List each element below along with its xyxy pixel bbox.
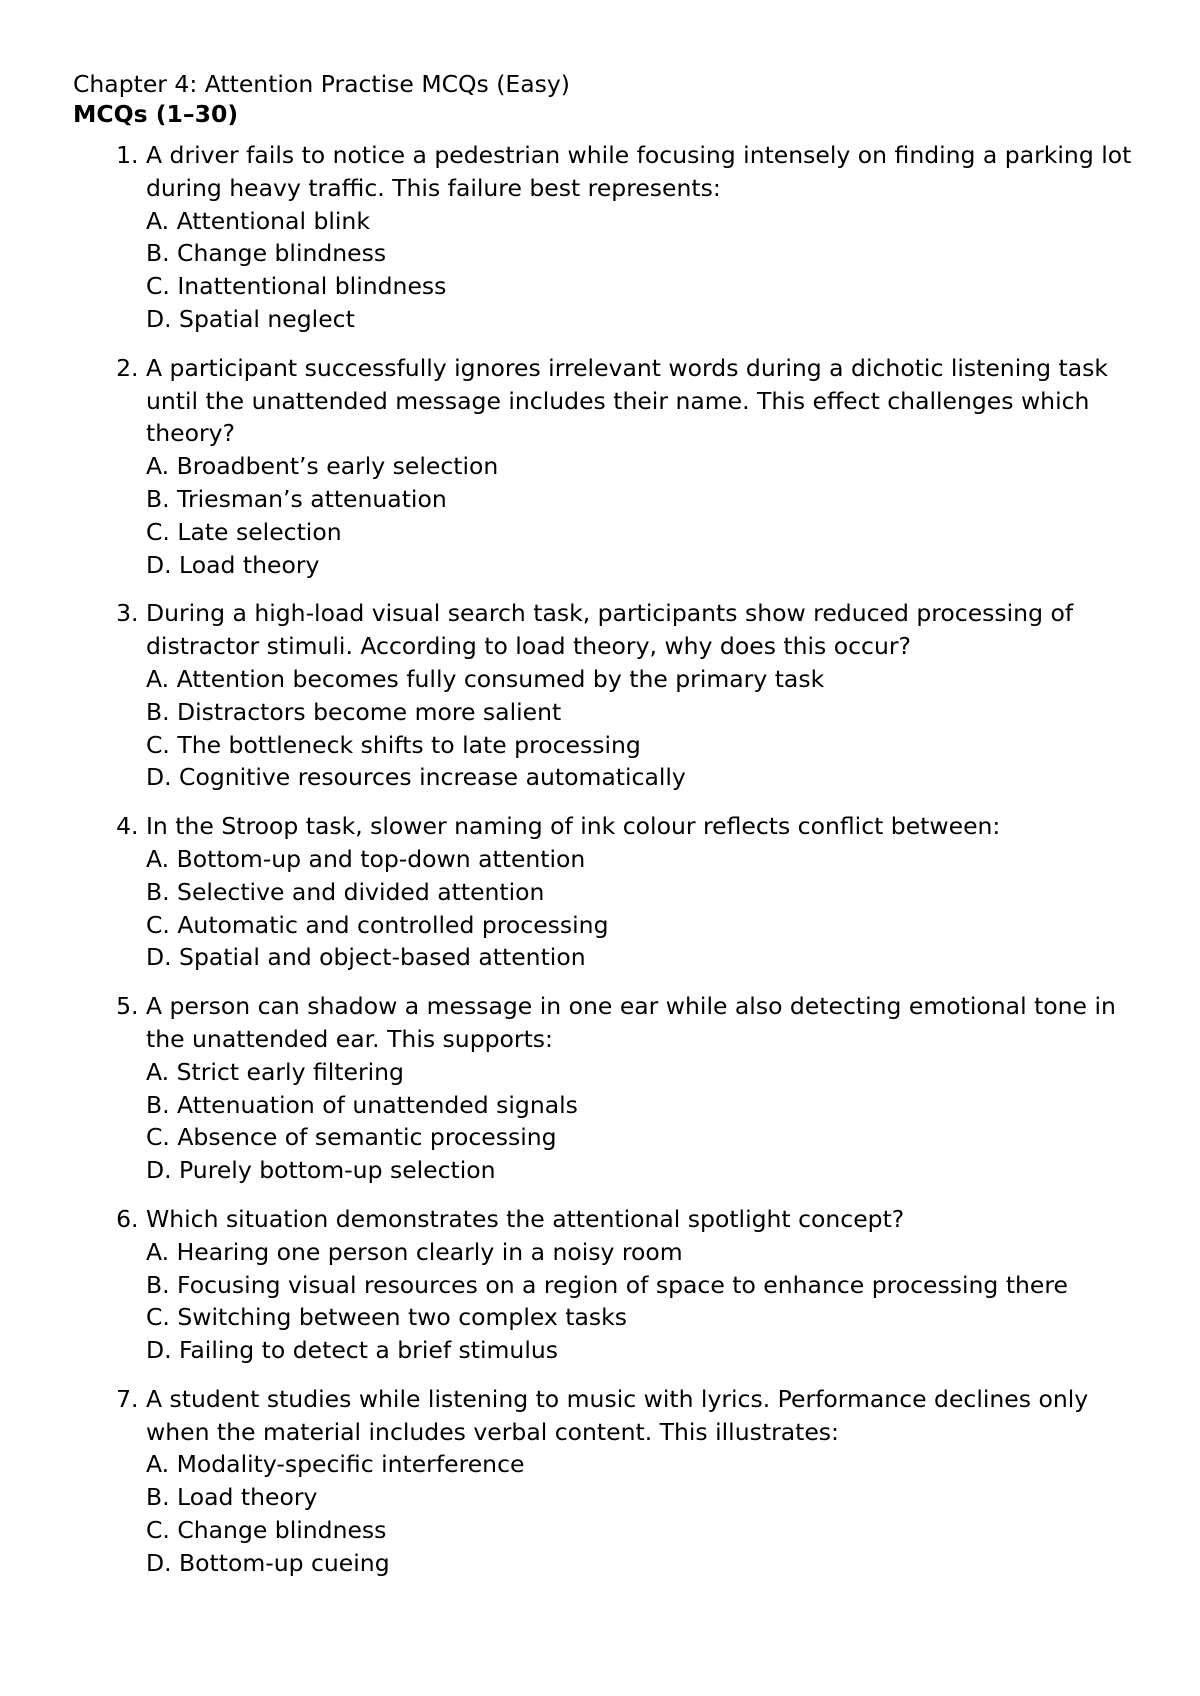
question-stem: During a high-load visual search task, participants show reduced processing of distractor stimuli. According to load theory, why does this occur? <box>146 599 1074 661</box>
question-list <box>73 139 1140 1580</box>
answer-option: D. Load theory <box>146 550 320 579</box>
answer-option: D. Purely bottom-up selection <box>146 1156 496 1185</box>
answer-option: C. Late selection <box>146 517 342 546</box>
answer-option: A. Strict early filtering <box>146 1057 404 1086</box>
question-item <box>73 352 1140 582</box>
question-item <box>73 597 1140 794</box>
answer-option: C. Automatic and controlled processing <box>146 910 609 939</box>
answer-option: A. Modality-specific interference <box>146 1450 525 1479</box>
question-item <box>73 1383 1140 1580</box>
answer-option: D. Spatial neglect <box>146 304 355 333</box>
question-body <box>146 597 1136 794</box>
question-number: 2. <box>116 353 139 382</box>
question-body <box>146 352 1136 582</box>
question-stem: A driver fails to notice a pedestrian while focusing intensely on finding a parking lot during heavy traffic. This failure best represents: <box>146 141 1132 202</box>
answer-option: B. Focusing visual resources on a region of space to enhance processing there <box>146 1270 1068 1299</box>
question-number: 6. <box>116 1204 139 1233</box>
question-item <box>73 990 1140 1187</box>
question-body <box>146 139 1136 336</box>
answer-option: B. Change blindness <box>146 239 387 268</box>
answer-option: A. Attentional blink <box>146 206 370 235</box>
question-body <box>146 1383 1136 1580</box>
question-number: 1. <box>116 141 139 169</box>
question-number: 5. <box>116 992 139 1021</box>
answer-option: A. Attention becomes fully consumed by the primary task <box>146 664 825 693</box>
answer-option: C. Inattentional blindness <box>146 272 447 301</box>
answer-option: C. The bottleneck shifts to late processing <box>146 730 641 759</box>
answer-option: A. Hearing one person clearly in a noisy room <box>146 1237 683 1266</box>
question-number: 7. <box>116 1384 139 1413</box>
question-item <box>73 139 1140 336</box>
answer-option: D. Bottom-up cueing <box>146 1548 390 1577</box>
question-body <box>146 810 1136 974</box>
question-stem: In the Stroop task, slower naming of ink colour reflects conflict between: <box>146 812 1001 841</box>
answer-option: D. Failing to detect a brief stimulus <box>146 1336 558 1365</box>
question-stem: Which situation demonstrates the attentional spotlight concept? <box>146 1204 905 1233</box>
answer-option: D. Cognitive resources increase automatically <box>146 763 686 792</box>
answer-option: A. Broadbent’s early selection <box>146 452 499 481</box>
answer-option: B. Attenuation of unattended signals <box>146 1090 578 1119</box>
answer-option: B. Distractors become more salient <box>146 697 562 726</box>
answer-option: B. Triesman’s attenuation <box>146 484 447 513</box>
document-title: Chapter 4: Attention Practise MCQs (Easy) <box>73 70 570 98</box>
question-item <box>73 1203 1140 1367</box>
question-stem: A student studies while listening to music with lyrics. Performance declines only when the material includes verbal content. This illustrates: <box>146 1384 1089 1446</box>
answer-option: A. Bottom-up and top-down attention <box>146 844 586 873</box>
question-body <box>146 990 1136 1187</box>
question-number: 3. <box>116 599 139 628</box>
answer-option: B. Load theory <box>146 1483 318 1512</box>
question-number: 4. <box>116 812 139 841</box>
answer-option: B. Selective and divided attention <box>146 877 545 906</box>
question-stem: A person can shadow a message in one ear while also detecting emotional tone in the unattended ear. This supports: <box>146 992 1116 1053</box>
question-body <box>146 1203 1136 1367</box>
question-stem: A participant successfully ignores irrelevant words during a dichotic listening task until the unattended message includes their name. This effect challenges which theory? <box>146 353 1108 448</box>
answer-option: C. Change blindness <box>146 1516 387 1545</box>
question-item <box>73 810 1140 974</box>
section-heading: MCQs (1–30) <box>73 100 239 128</box>
answer-option: D. Spatial and object-based attention <box>146 943 586 972</box>
answer-option: C. Switching between two complex tasks <box>146 1303 627 1332</box>
answer-option: C. Absence of semantic processing <box>146 1123 557 1152</box>
